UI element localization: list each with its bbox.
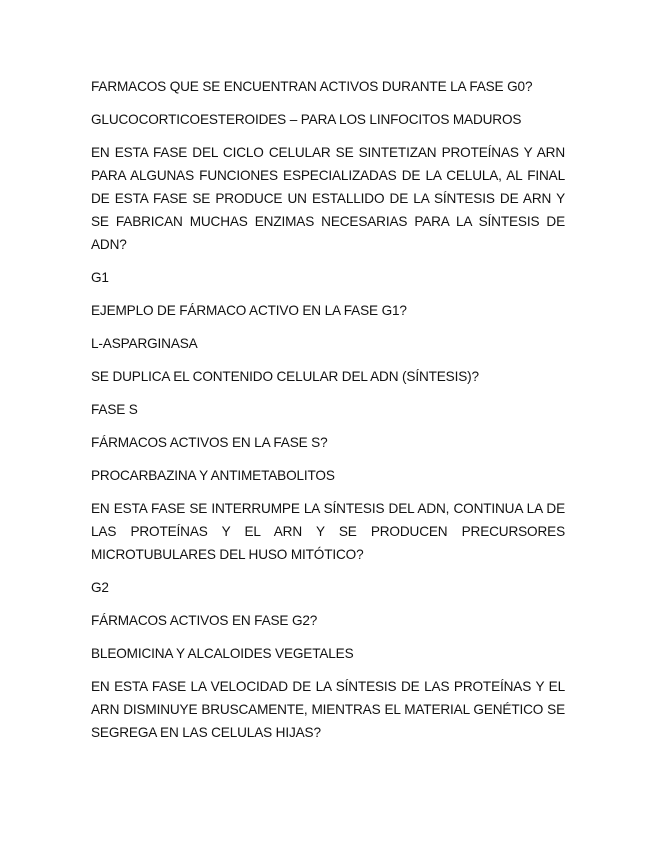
- answer-g2-phase: G2: [91, 580, 109, 595]
- document-page: [91, 75, 565, 744]
- question-g1-drug-example: EJEMPLO DE FÁRMACO ACTIVO EN LA FASE G1?: [91, 303, 407, 318]
- answer-g0-drugs: GLUCOCORTICOESTEROIDES – PARA LOS LINFOCITOS MADUROS: [91, 112, 522, 127]
- question-g1-description: EN ESTA FASE DEL CICLO CELULAR SE SINTETIZAN PROTEÍNAS Y ARN PARA ALGUNAS FUNCIONES ESPECIALIZADAS DE LA CELULA, AL FINAL DE ESTA FASE SE PRODUCE UN ESTALLIDO DE LA SÍNTESIS DE ARN Y SE FABRICAN MUCHAS ENZIMAS NECESARIAS PARA LA SÍNTESIS DE ADN?: [91, 145, 565, 252]
- answer-s-drugs: PROCARBAZINA Y ANTIMETABOLITOS: [91, 468, 335, 483]
- question-s-drugs: FÁRMACOS ACTIVOS EN LA FASE S?: [91, 435, 328, 450]
- question-g2-drugs: FÁRMACOS ACTIVOS EN FASE G2?: [91, 613, 318, 628]
- answer-g1-phase: G1: [91, 270, 109, 285]
- question-g0-drugs: FARMACOS QUE SE ENCUENTRAN ACTIVOS DURANTE LA FASE G0?: [91, 79, 533, 94]
- question-s-description: SE DUPLICA EL CONTENIDO CELULAR DEL ADN (SÍNTESIS)?: [91, 369, 479, 384]
- answer-s-phase: FASE S: [91, 402, 138, 417]
- answer-g2-drugs: BLEOMICINA Y ALCALOIDES VEGETALES: [91, 646, 354, 661]
- answer-g1-drug-example: L-ASPARGINASA: [91, 336, 198, 351]
- question-m-description: EN ESTA FASE LA VELOCIDAD DE LA SÍNTESIS DE LAS PROTEÍNAS Y EL ARN DISMINUYE BRUSCAMENTE, MIENTRAS EL MATERIAL GENÉTICO SE SEGREGA EN LAS CELULAS HIJAS?: [91, 679, 565, 740]
- question-g2-description: EN ESTA FASE SE INTERRUMPE LA SÍNTESIS DEL ADN, CONTINUA LA DE LAS PROTEÍNAS Y EL ARN Y SE PRODUCEN PRECURSORES MICROTUBULARES DEL HUSO MITÓTICO?: [91, 501, 565, 562]
